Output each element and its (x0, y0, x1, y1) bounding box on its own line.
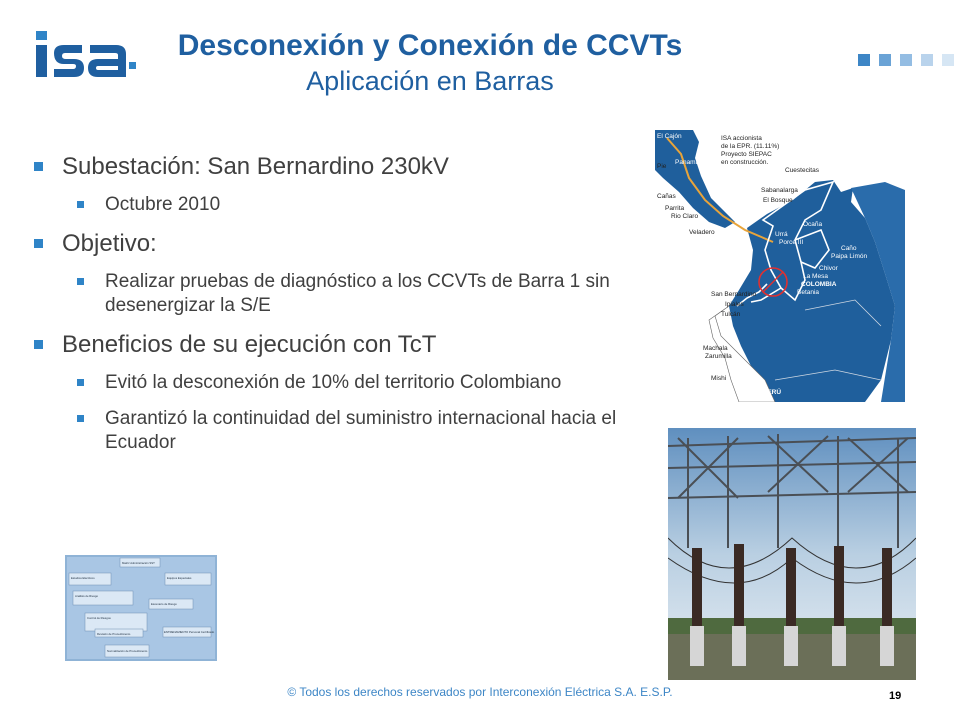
map-label-parrita: Parrita (665, 205, 685, 212)
thumb-box-1: Estudios Eléctricos (71, 576, 95, 580)
map-label-elbosque: El Bosque (763, 197, 793, 204)
map-label-pie: Pie (657, 163, 667, 170)
map-label-lamesa: La Mesa (803, 273, 828, 280)
map-label-rioclaro: Rio Claro (671, 213, 699, 220)
map-label-isa: ISA accionista (721, 135, 762, 142)
map-label-paipa: Paipa Limón (831, 253, 868, 260)
sub-bullet-benefit-2: Garantizó la continuidad del suministro internacional hacia el Ecuador (30, 407, 650, 455)
map-label-colombia: COLOMBIA (801, 281, 837, 288)
thumb-box-7: Revisión de Procedimiento (97, 632, 131, 636)
bullet-list (30, 152, 650, 467)
thumb-box-2: Equipos Especiales (167, 576, 192, 580)
map-label-cuestecitas: Cuestecitas (785, 167, 819, 174)
bullet-substation: Subestación: San Bernardino 230kV (30, 152, 650, 181)
sub-bullet-benefit-1: Evitó la desconexión de 10% del territorio Colombiano (30, 371, 650, 395)
map-label-veladero: Veladero (689, 229, 715, 236)
map-label-mayo: Mayo (737, 377, 753, 384)
map-label-canas: Cañas (657, 193, 676, 200)
slide-title (160, 28, 700, 98)
map-label-isa3: Proyecto SIEPAC (721, 151, 772, 158)
logo-text: isa (30, 28, 32, 29)
thumb-box-3: Análisis de Riesgo (75, 594, 99, 598)
copyright-footer: © Todos los derechos reservados por Interconexión Eléctrica S.A. E.S.P. (287, 685, 673, 699)
title-subtitle: Aplicación en Barras (306, 66, 554, 96)
map-label-porce: Porce III (779, 239, 804, 246)
sub-bullet-objective: Realizar pruebas de diagnóstico a los CCVTs de Barra 1 sin desenergizar la S/E (30, 270, 650, 318)
map-label-tulcan: Tulcán (721, 311, 741, 318)
sub-bullet-date: Octubre 2010 (30, 193, 650, 217)
thumb-box-4: Escenario de Riesgo (151, 602, 177, 606)
thumb-box-6: ENTRENAMIENTO Personal Certificado (164, 630, 215, 634)
thumb-box-8: Normalización de Procedimiento (107, 649, 148, 653)
map-label-elcajon: El Cajón (657, 133, 682, 140)
bullet-objective: Objetivo: (30, 229, 650, 258)
map-label-ipiales: Ipiales (725, 301, 744, 308)
map-label-ocana: Ocaña (803, 221, 823, 228)
map-label-isa4: en construcción. (721, 159, 769, 166)
decorative-squares (858, 54, 954, 66)
map-label-cano: Caño (841, 245, 857, 252)
map-label-mishi: Mishi (711, 375, 727, 382)
thumb-box-5: Control de Riesgos (87, 616, 111, 620)
map-label-sabanalarga: Sabanalarga (761, 187, 798, 194)
isa-logo (30, 28, 155, 86)
map-label-chivor: Chivor (819, 265, 838, 272)
map-label-machala: Machala (703, 345, 728, 352)
map-label-betania: Betania (797, 289, 820, 296)
map-label-panama: Panamá (675, 159, 700, 166)
process-diagram-thumbnail (65, 555, 217, 661)
map-label-peru: PERÚ (763, 389, 782, 396)
map-label-isa2: de la EPR. (11.11%) (721, 143, 780, 150)
map-label-zarumilla: Zarumilla (705, 353, 732, 360)
title-main: Desconexión y Conexión de CCVTs (177, 29, 683, 62)
thumb-box-0: Matriz Administración SST (122, 561, 155, 565)
substation-photo (668, 428, 916, 680)
transmission-map (655, 130, 905, 402)
page-number: 19 (889, 690, 902, 702)
map-label-urra: Urrá (775, 231, 788, 238)
map-label-sanbernardino: San Bernardino (711, 291, 757, 298)
bullet-benefits: Beneficios de su ejecución con TcT (30, 330, 650, 359)
